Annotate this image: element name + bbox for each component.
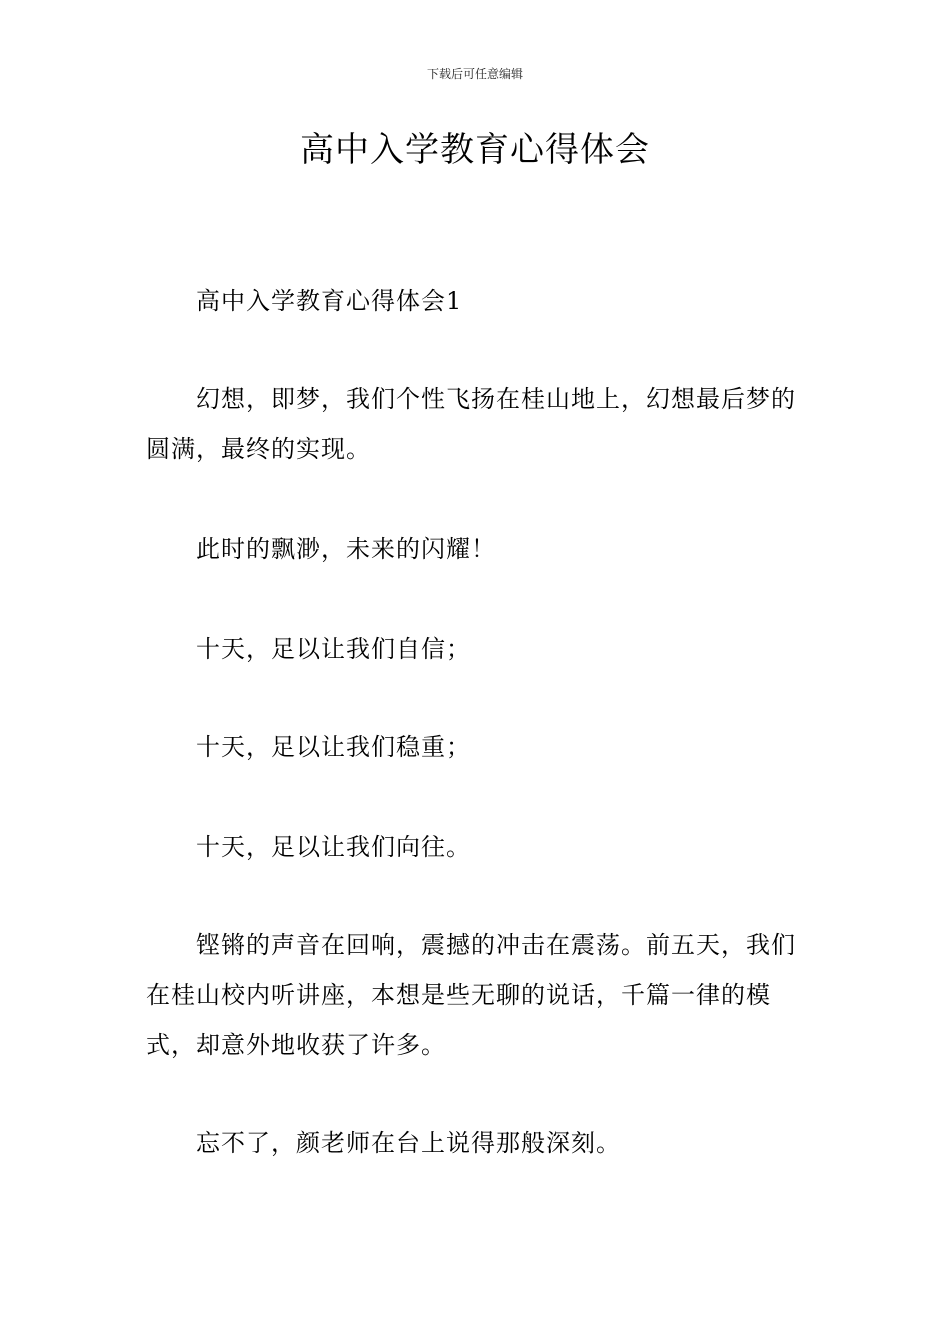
paragraph: 幻想，即梦，我们个性飞扬在桂山地上，幻想最后梦的圆满，最终的实现。 [146,385,796,463]
paragraph: 十天，足以让我们稳重； [196,733,471,761]
header-note: 下载后可任意编辑 [426,67,523,81]
paragraph: 十天，足以让我们自信； [196,635,471,663]
paragraph: 忘不了，颜老师在台上说得那般深刻。 [196,1129,621,1157]
paragraph: 铿锵的声音在回响，震撼的冲击在震荡。前五天，我们在桂山校内听讲座，本想是些无聊的说话，千篇一律的模式，却意外地收获了许多。 [146,931,796,1059]
paragraph-section-heading: 高中入学教育心得体会1 [196,287,463,315]
paragraph: 此时的飘渺，未来的闪耀！ [196,535,496,563]
paragraph: 十天，足以让我们向往。 [196,833,471,861]
document-title: 高中入学教育心得体会 [300,130,650,170]
